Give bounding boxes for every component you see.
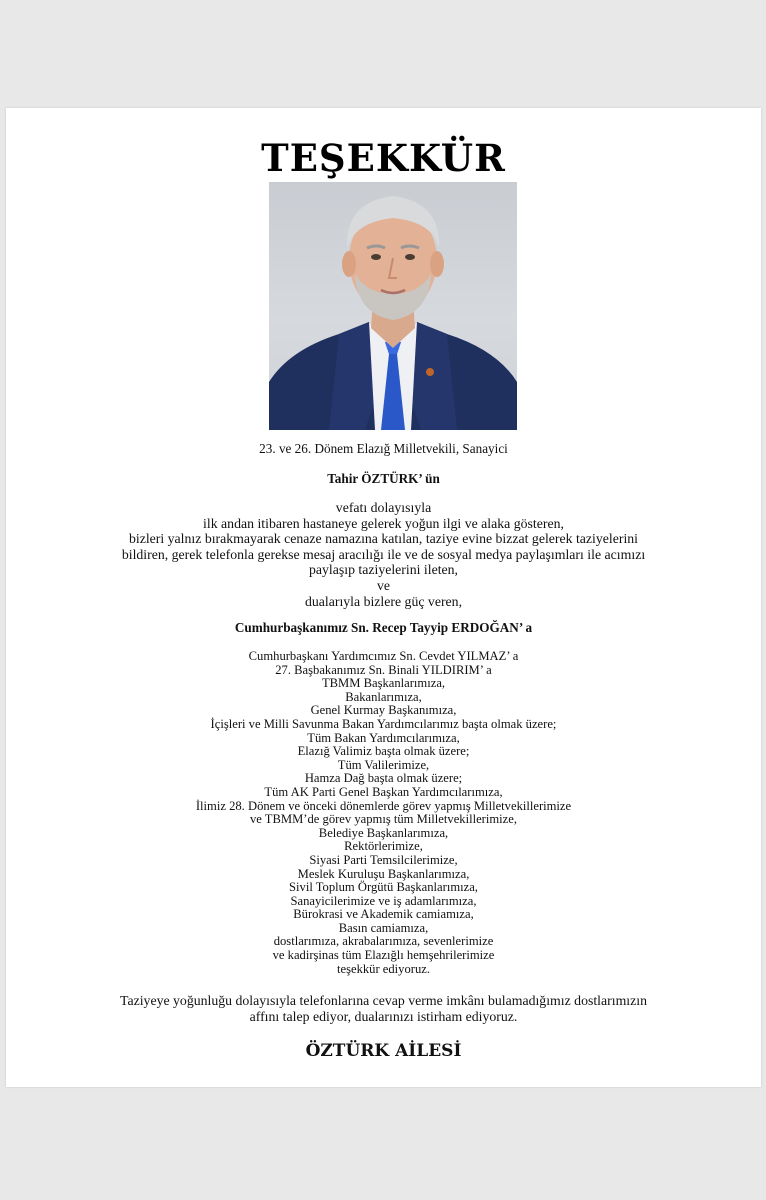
list-item: ve kadirşinas tüm Elazığlı hemşehrilerimize xyxy=(272,948,495,963)
list-item: Siyasi Parti Temsilcilerimize, xyxy=(309,852,458,867)
list-item: Belediye Başkanlarımıza, xyxy=(318,825,449,840)
thanks-list xyxy=(6,650,761,976)
paragraph-line: vefatı dolayısıyla xyxy=(335,500,432,515)
list-item: Sanayicilerimize ve iş adamlarımıza, xyxy=(290,893,477,908)
list-item: Bakanlarımıza, xyxy=(345,689,422,704)
family-signature: ÖZTÜRK AİLESİ xyxy=(305,1041,462,1061)
list-item: Tüm Valilerimize, xyxy=(337,757,430,772)
list-item: İçişleri ve Milli Savunma Bakan Yardımcılarımız başta olmak üzere; xyxy=(210,716,557,731)
list-item: Sivil Toplum Örgütü Başkanlarımıza, xyxy=(289,880,478,895)
list-item: teşekkür ediyoruz. xyxy=(336,961,431,976)
list-item: Tüm Bakan Yardımcılarımıza, xyxy=(307,730,460,745)
list-item: dostlarımıza, akrabalarımıza, sevenlerimize xyxy=(273,934,494,949)
president-line: Cumhurbaşkanımız Sn. Recep Tayyip ERDOĞAN’ a xyxy=(234,620,533,635)
list-item: ve TBMM’de görev yapmış tüm Milletvekillerimize, xyxy=(250,812,517,827)
paragraph-line: bildiren, gerek telefonla gerekse mesaj aracılığı ile ve de sosyal medya paylaşımları ile acımızı xyxy=(121,546,646,562)
deceased-name: Tahir ÖZTÜRK’ ün xyxy=(327,471,440,486)
list-item: Elazığ Valimiz başta olmak üzere; xyxy=(297,744,470,759)
paragraph-line: bizleri yalnız bırakmayarak cenaze namazına katılan, taziye evine bizzat gelerek taziyelerini xyxy=(128,531,639,547)
list-item: Cumhurbaşkanı Yardımcımız Sn. Cevdet YILMAZ’ a xyxy=(248,649,519,663)
thanks-paragraph xyxy=(6,500,761,609)
list-item: Hamza Dağ başta olmak üzere; xyxy=(304,771,463,786)
notice-sheet xyxy=(6,108,761,1087)
subtitle-line: 23. ve 26. Dönem Elazığ Milletvekili, Sanayici xyxy=(259,441,508,456)
paragraph-line: ve xyxy=(376,577,391,593)
list-item: TBMM Başkanlarımıza, xyxy=(321,676,446,691)
closing-paragraph xyxy=(6,993,761,1024)
paragraph-line: dualarıyla bizlere güç veren, xyxy=(304,593,463,609)
paragraph-line: paylaşıp taziyelerini ileten, xyxy=(308,562,459,578)
portrait-illustration xyxy=(269,182,517,430)
portrait-photo xyxy=(269,182,517,430)
closing-line: Taziyeye yoğunluğu dolayısıyla telefonlarına cevap verme imkânı bulamadığımız dostlarımızın xyxy=(120,993,647,1008)
list-item: 27. Başbakanımız Sn. Binali YILDIRIM’ a xyxy=(275,662,492,677)
list-item: Genel Kurmay Başkanımıza, xyxy=(310,703,457,718)
paragraph-line: ilk andan itibaren hastaneye gelerek yoğun ilgi ve alaka gösteren, xyxy=(203,515,564,531)
list-item: Bürokrasi ve Akademik camiamıza, xyxy=(293,907,474,922)
notice-title: TEŞEKKÜR xyxy=(261,136,506,180)
list-item: Rektörlerimize, xyxy=(344,839,423,854)
closing-line: affını talep ediyor, dualarınızı istirham ediyoruz. xyxy=(249,1008,518,1024)
list-item: Basın camiamıza, xyxy=(338,920,429,935)
list-item: Meslek Kuruluşu Başkanlarımıza, xyxy=(297,866,470,881)
list-item: İlimiz 28. Dönem ve önceki dönemlerde görev yapmış Milletvekillerimize xyxy=(195,798,572,813)
list-item: Tüm AK Parti Genel Başkan Yardımcılarımıza, xyxy=(264,784,503,799)
